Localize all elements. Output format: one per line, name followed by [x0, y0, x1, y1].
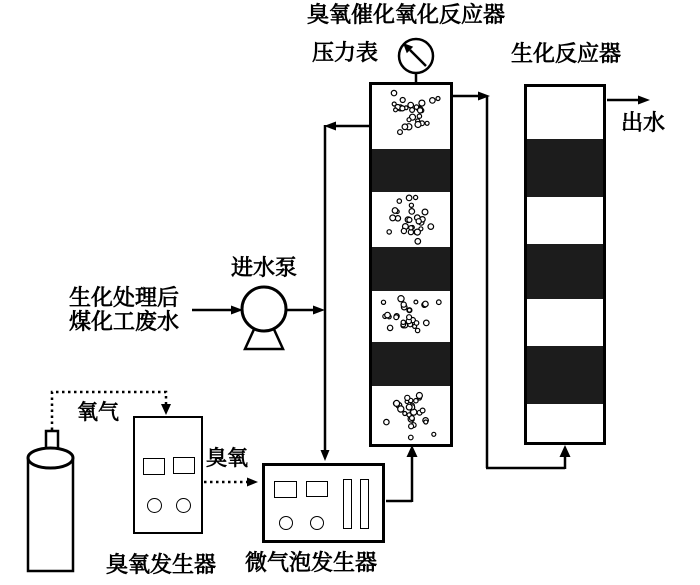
- feed-pump-label: 进水泵: [231, 255, 298, 280]
- bio-reactor-label: 生化反应器: [510, 41, 621, 66]
- effluent-label: 出水: [621, 110, 666, 135]
- oxygen-cylinder-icon: [28, 431, 73, 571]
- oxygen-dotted-line: [52, 392, 171, 430]
- microbubble-to-reactor-line: [386, 445, 418, 502]
- influent-label-line2: 煤化工废水: [69, 309, 180, 334]
- feed-pump-icon: [242, 287, 286, 349]
- microbubble-generator-label: 微气泡发生器: [244, 550, 377, 575]
- pressure-gauge-label: 压力表: [312, 40, 379, 65]
- pressure-gauge-icon: [399, 39, 433, 83]
- ozone-label: 臭氧: [206, 446, 248, 470]
- oxygen-label: 氧气: [77, 400, 119, 424]
- ozone-generator-label: 臭氧发生器: [105, 552, 216, 577]
- effluent-line: [607, 96, 650, 105]
- influent-flow-line: [192, 306, 243, 315]
- recirculation-downcomer-line: [321, 122, 371, 462]
- influent-label-line1: 生化处理后: [69, 285, 180, 310]
- diagram-title: 臭氧催化氧化反应器: [306, 2, 505, 27]
- ozone-to-bio-transfer-line: [453, 92, 571, 470]
- pump-discharge-line: [286, 306, 325, 315]
- ozone-dotted-line: [204, 478, 258, 487]
